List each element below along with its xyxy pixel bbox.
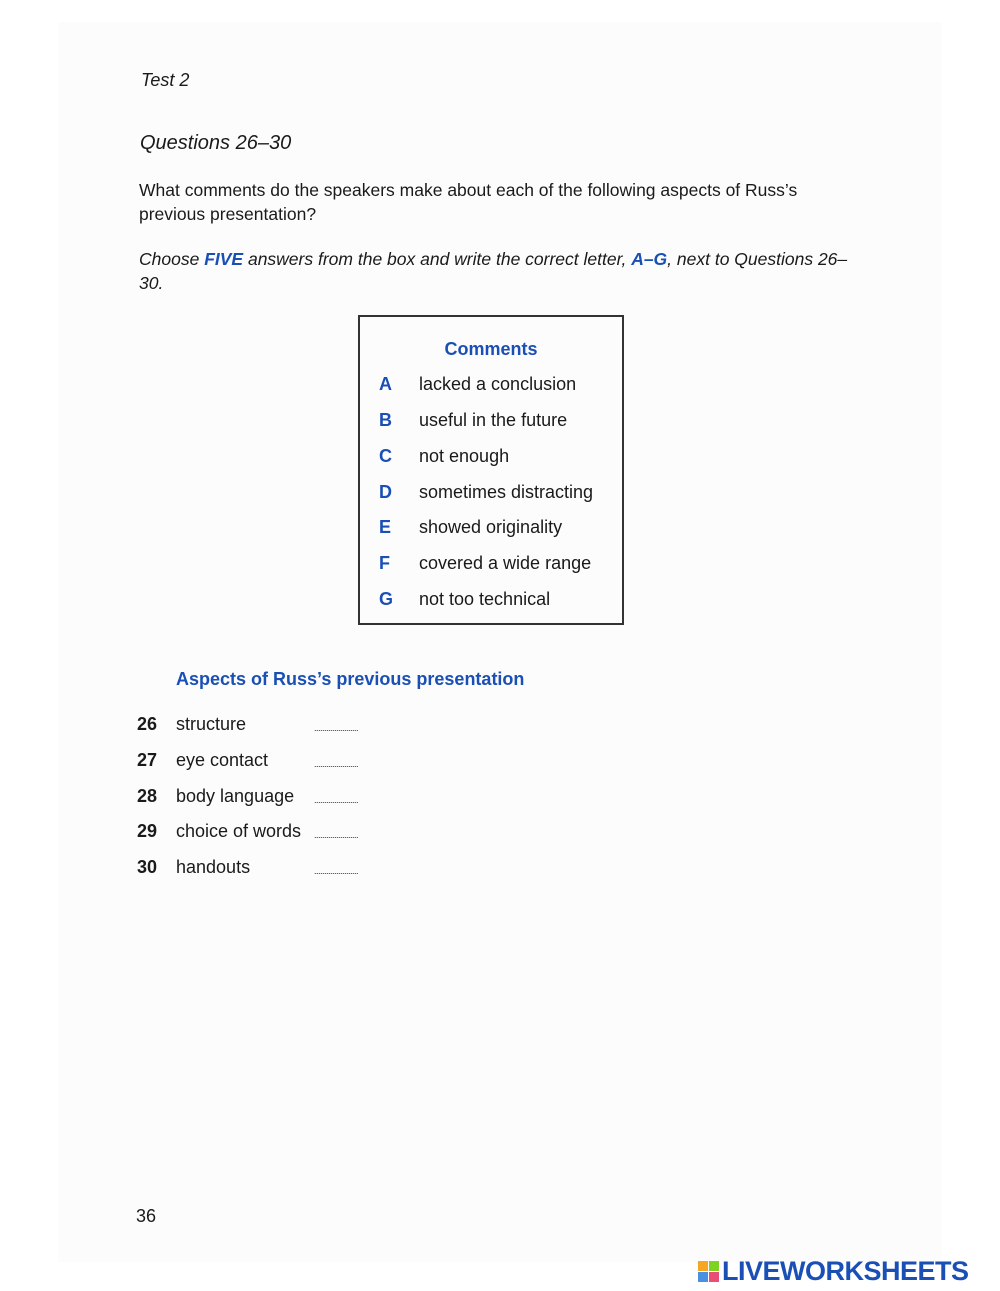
item-label: structure [176, 713, 247, 734]
question-item-28 [137, 783, 358, 809]
item-number: 27 [137, 749, 158, 770]
item-number: 29 [137, 820, 158, 841]
option-letter: G [379, 588, 394, 609]
comment-option-c [379, 443, 509, 469]
page-number: 36 [136, 1206, 157, 1226]
logo-blocks-icon [698, 1261, 719, 1282]
question-text: What comments do the speakers make about each of the following aspects of Russ’s previous presentation? [139, 180, 798, 224]
option-text: useful in the future [419, 409, 568, 430]
answer-blank[interactable]: ...................... [314, 759, 359, 769]
question-instruction [139, 247, 859, 295]
question-item-30 [137, 854, 358, 880]
option-letter: B [379, 409, 392, 430]
comment-option-a [379, 371, 576, 397]
item-label: eye contact [176, 749, 269, 770]
instruction-letter-range: A–G [631, 249, 668, 269]
question-item-27 [137, 747, 358, 773]
option-text: covered a wide range [419, 552, 592, 573]
instruction-part-2: answers from the box and write the correct letter, [243, 249, 632, 269]
item-number: 28 [137, 785, 158, 806]
comment-option-d [379, 479, 593, 505]
instruction-part-3: , next to Questions 26–30. [139, 249, 848, 293]
option-text: not enough [419, 445, 510, 466]
comment-option-g [379, 586, 550, 612]
item-label: handouts [176, 856, 251, 877]
item-number: 26 [137, 713, 158, 734]
option-text: lacked a conclusion [419, 373, 577, 394]
item-label: body language [176, 785, 295, 806]
comments-box [358, 315, 624, 625]
comment-option-f [379, 550, 591, 576]
aspects-title: Aspects of Russ’s previous presentation [176, 669, 525, 689]
answer-blank[interactable]: ...................... [314, 795, 359, 805]
answer-blank[interactable]: ...................... [314, 866, 359, 876]
option-letter: C [379, 445, 392, 466]
option-letter: D [379, 481, 392, 502]
answer-blank[interactable]: ...................... [314, 723, 359, 733]
comment-option-b [379, 407, 567, 433]
item-number: 30 [137, 856, 158, 877]
option-text: not too technical [419, 588, 551, 609]
comment-option-e [379, 514, 562, 540]
option-letter: E [379, 516, 392, 537]
logo-text: LIVEWORKSHEETS [722, 1256, 969, 1286]
liveworksheets-logo[interactable] [698, 1256, 969, 1287]
comments-title: Comments [444, 339, 538, 359]
questions-range: Questions 26–30 [140, 132, 292, 154]
option-text: showed originality [419, 516, 563, 537]
option-letter: A [379, 373, 392, 394]
option-text: sometimes distracting [419, 481, 594, 502]
question-item-29 [137, 818, 358, 844]
option-letter: F [379, 552, 390, 573]
instruction-five: FIVE [204, 249, 244, 269]
item-label: choice of words [176, 820, 302, 841]
answer-blank[interactable]: ...................... [314, 830, 359, 840]
instruction-part-1: Choose [139, 249, 205, 269]
test-label: Test 2 [141, 70, 190, 90]
question-item-26 [137, 711, 358, 737]
